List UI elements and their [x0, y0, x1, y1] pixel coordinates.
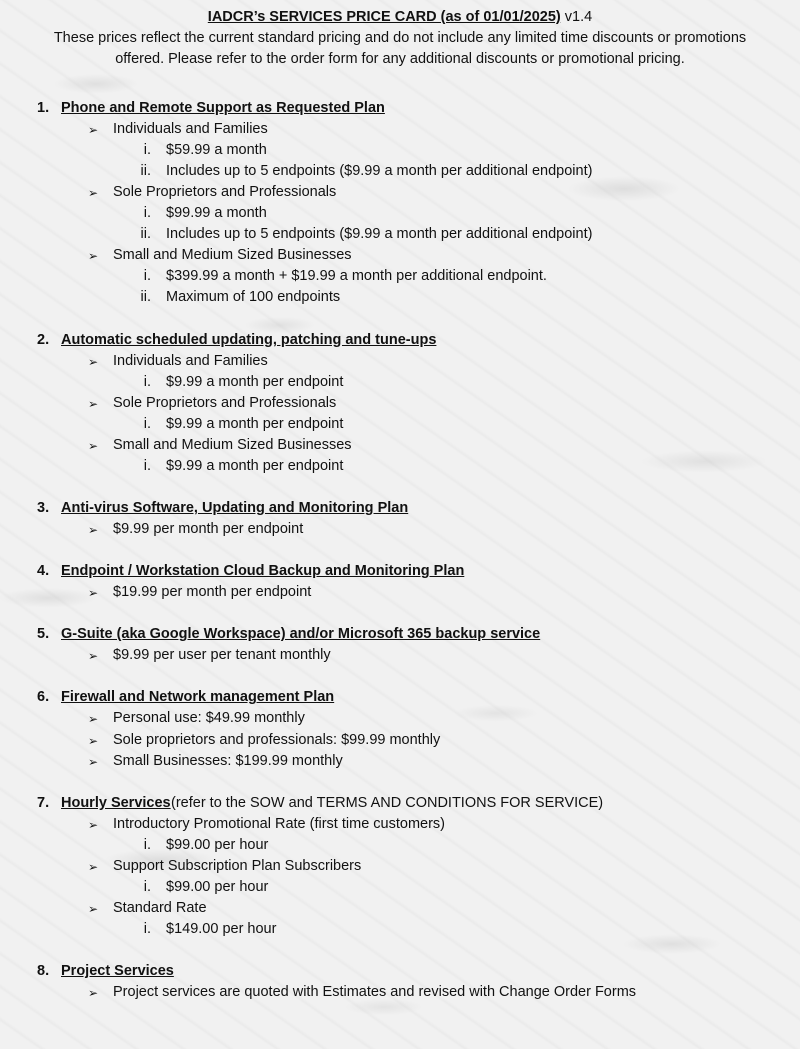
bullet-label: $9.99 per month per endpoint — [113, 521, 304, 537]
sub-item-number: i. — [143, 920, 151, 937]
arrow-right-icon: ➢ — [88, 733, 99, 748]
section-number: 5. — [37, 626, 50, 643]
arrow-right-icon: ➢ — [88, 123, 99, 138]
section-heading: Project Services — [61, 963, 174, 980]
section-heading: Hourly Services — [61, 794, 171, 811]
sub-item-number: i. — [143, 205, 151, 222]
section-note: (refer to the SOW and TERMS AND CONDITIONS FOR SERVICE) — [171, 794, 604, 811]
document-title: IADCR’s SERVICES PRICE CARD (as of 01/01/2025) — [207, 9, 561, 25]
sub-item-number: i. — [143, 878, 151, 895]
bullet-label: Project services are quoted with Estimates and revised with Change Order Forms — [113, 984, 637, 1001]
arrow-right-icon: ➢ — [88, 817, 99, 832]
sub-item-text: $59.99 a month — [166, 142, 267, 159]
sub-item-text: $399.99 a month + $19.99 a month per additional endpoint. — [166, 268, 547, 285]
sub-item-number: i. — [143, 142, 151, 159]
intro-text: These prices reflect the current standard pricing and do not include any limited time discounts or promotions offered. Please refer to the order form for any additional discounts or promotional pricing. — [53, 30, 747, 67]
sub-item-text: $9.99 a month per endpoint — [166, 457, 344, 474]
section-heading: Anti-virus Software, Updating and Monitoring Plan — [61, 499, 409, 516]
sub-item-text: Includes up to 5 endpoints ($9.99 a month per additional endpoint) — [166, 226, 593, 243]
sub-item-number: ii. — [140, 163, 151, 180]
arrow-right-icon: ➢ — [88, 186, 99, 201]
sub-item-text: $99.00 per hour — [166, 878, 269, 895]
section-heading: Automatic scheduled updating, patching and tune-ups — [61, 331, 437, 348]
sub-item-number: i. — [143, 415, 151, 432]
bullet-label: Standard Rate — [113, 899, 207, 916]
bullet-label: Small Businesses: $199.99 monthly — [113, 752, 343, 769]
section-number: 1. — [37, 100, 50, 116]
section-number: 3. — [37, 499, 50, 516]
arrow-right-icon: ➢ — [88, 649, 99, 664]
sub-item-text: $99.00 per hour — [166, 836, 269, 853]
arrow-right-icon: ➢ — [88, 523, 99, 537]
bullet-label: Introductory Promotional Rate (first time customers) — [113, 815, 445, 832]
sub-item-text: $9.99 a month per endpoint — [166, 415, 344, 432]
bullet-label: $19.99 per month per endpoint — [113, 584, 312, 601]
arrow-right-icon: ➢ — [88, 354, 99, 369]
sub-item-number: ii. — [140, 226, 151, 243]
sub-item-text: $9.99 a month per endpoint — [166, 373, 344, 390]
bullet-label: Sole Proprietors and Professionals — [113, 394, 337, 411]
arrow-right-icon: ➢ — [88, 712, 99, 727]
section-number: 2. — [37, 331, 50, 348]
bullet-label: Small and Medium Sized Businesses — [113, 436, 352, 453]
sub-item-text: $149.00 per hour — [166, 920, 277, 937]
sub-item-text: Maximum of 100 endpoints — [166, 289, 341, 306]
arrow-right-icon: ➢ — [88, 859, 99, 874]
sub-item-number: ii. — [140, 289, 151, 306]
arrow-right-icon: ➢ — [88, 901, 99, 916]
bullet-label: Sole proprietors and professionals: $99.99 monthly — [113, 731, 441, 748]
section-heading: Phone and Remote Support as Requested Plan — [61, 100, 385, 116]
sub-item-number: i. — [143, 373, 151, 390]
bullet-label: Personal use: $49.99 monthly — [113, 710, 305, 727]
section-number: 7. — [37, 794, 50, 811]
sub-item-text: $99.99 a month — [166, 205, 267, 222]
arrow-right-icon: ➢ — [88, 586, 99, 601]
section-number: 8. — [37, 963, 50, 980]
document-version: v1.4 — [560, 9, 593, 25]
section-heading: G-Suite (aka Google Workspace) and/or Microsoft 365 backup service — [61, 626, 541, 643]
bullet-label: Individuals and Families — [113, 121, 268, 138]
bullet-label: Individuals and Families — [113, 352, 268, 369]
section-heading: Firewall and Network management Plan — [61, 689, 335, 706]
sub-item-text: Includes up to 5 endpoints ($9.99 a month per additional endpoint) — [166, 163, 593, 180]
arrow-right-icon: ➢ — [88, 249, 99, 264]
arrow-right-icon: ➢ — [88, 396, 99, 411]
section-number: 4. — [37, 563, 50, 580]
arrow-right-icon: ➢ — [88, 986, 99, 1001]
section-number: 6. — [37, 689, 50, 706]
title-line — [0, 7, 800, 28]
sub-item-number: i. — [143, 836, 151, 853]
section-heading: Endpoint / Workstation Cloud Backup and Monitoring Plan — [61, 563, 465, 580]
title-block — [0, 7, 800, 70]
arrow-right-icon: ➢ — [88, 754, 99, 769]
sub-item-number: i. — [143, 457, 151, 474]
arrow-right-icon: ➢ — [88, 438, 99, 453]
bullet-label: Small and Medium Sized Businesses — [113, 247, 352, 264]
bullet-label: Support Subscription Plan Subscribers — [113, 857, 362, 874]
bullet-label: $9.99 per user per tenant monthly — [113, 647, 331, 664]
sub-item-number: i. — [143, 268, 151, 285]
bullet-label: Sole Proprietors and Professionals — [113, 184, 337, 201]
